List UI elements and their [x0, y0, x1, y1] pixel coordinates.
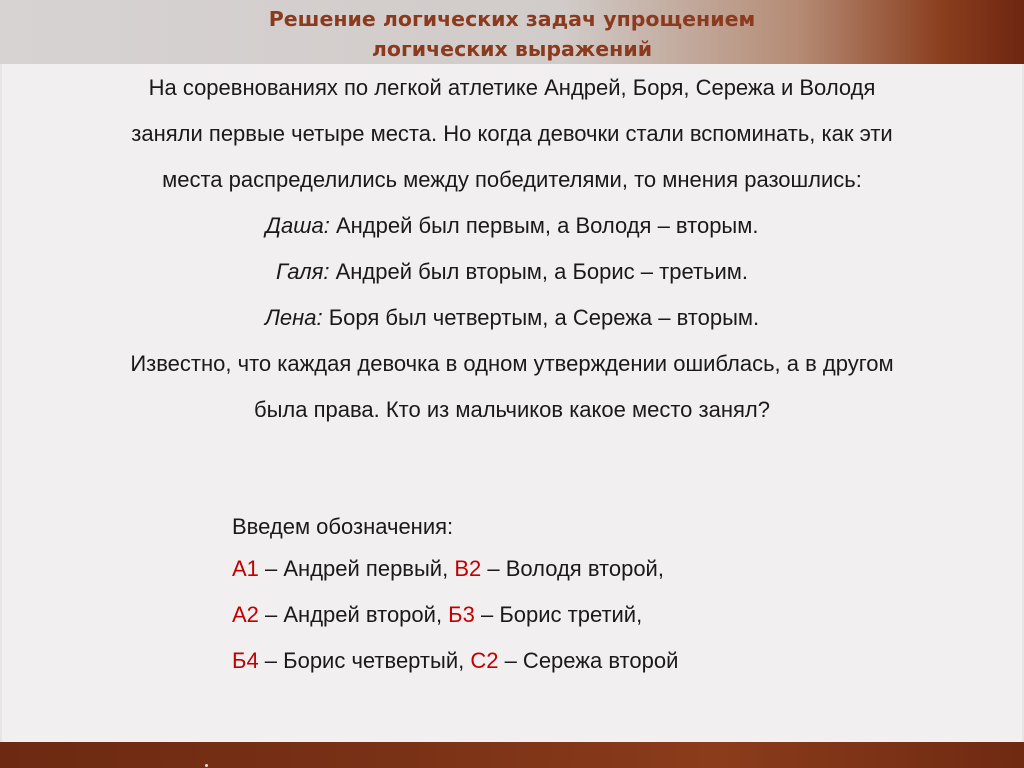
- notation-meaning: – Борис третий,: [474, 602, 643, 627]
- footer-dot: [205, 764, 208, 767]
- notation-row: [232, 638, 932, 684]
- speaker-label: Галя:: [275, 259, 330, 284]
- slide-title-line-2: логических выражений: [371, 37, 653, 61]
- footer-bar: [0, 742, 1024, 768]
- notation-code: Б3: [448, 602, 475, 627]
- statement-dasha: [0, 203, 1024, 249]
- notation-meaning: – Володя второй,: [481, 556, 664, 581]
- problem-text: [0, 65, 1024, 433]
- notation-meaning: – Андрей первый,: [258, 556, 455, 581]
- notation-meaning: – Андрей второй,: [258, 602, 449, 627]
- notation-code: С2: [470, 648, 499, 673]
- problem-line: места распределились между победителями, то мнения разошлись:: [162, 167, 862, 192]
- statement-galya: [0, 249, 1024, 295]
- notation-code: А2: [232, 602, 259, 627]
- conclusion-line: Известно, что каждая девочка в одном утверждении ошиблась, а в другом: [130, 351, 894, 376]
- slide-title-line-1: Решение логических задач упрощением: [268, 7, 756, 31]
- statement-text: Боря был четвертым, а Сережа – вторым.: [322, 305, 760, 330]
- notation-code: В2: [454, 556, 482, 581]
- notation-block: [232, 508, 932, 684]
- problem-line: На соревнованиях по легкой атлетике Андрей, Боря, Сережа и Володя: [148, 75, 876, 100]
- notation-intro: Введем обозначения:: [232, 514, 454, 539]
- notation-meaning: – Сережа второй: [498, 648, 679, 673]
- speaker-label: Лена:: [264, 305, 323, 330]
- slide-title: [0, 4, 1024, 64]
- problem-line: заняли первые четыре места. Но когда девочки стали вспоминать, как эти: [131, 121, 893, 146]
- notation-code: А1: [232, 556, 259, 581]
- conclusion-line: была права. Кто из мальчиков какое место занял?: [253, 397, 770, 422]
- statement-text: Андрей был первым, а Володя – вторым.: [329, 213, 759, 238]
- notation-row: [232, 592, 932, 638]
- notation-code: Б4: [232, 648, 259, 673]
- notation-meaning: – Борис четвертый,: [258, 648, 471, 673]
- speaker-label: Даша:: [265, 213, 330, 238]
- statement-text: Андрей был вторым, а Борис – третьим.: [329, 259, 749, 284]
- statement-lena: [0, 295, 1024, 341]
- notation-row: [232, 546, 932, 592]
